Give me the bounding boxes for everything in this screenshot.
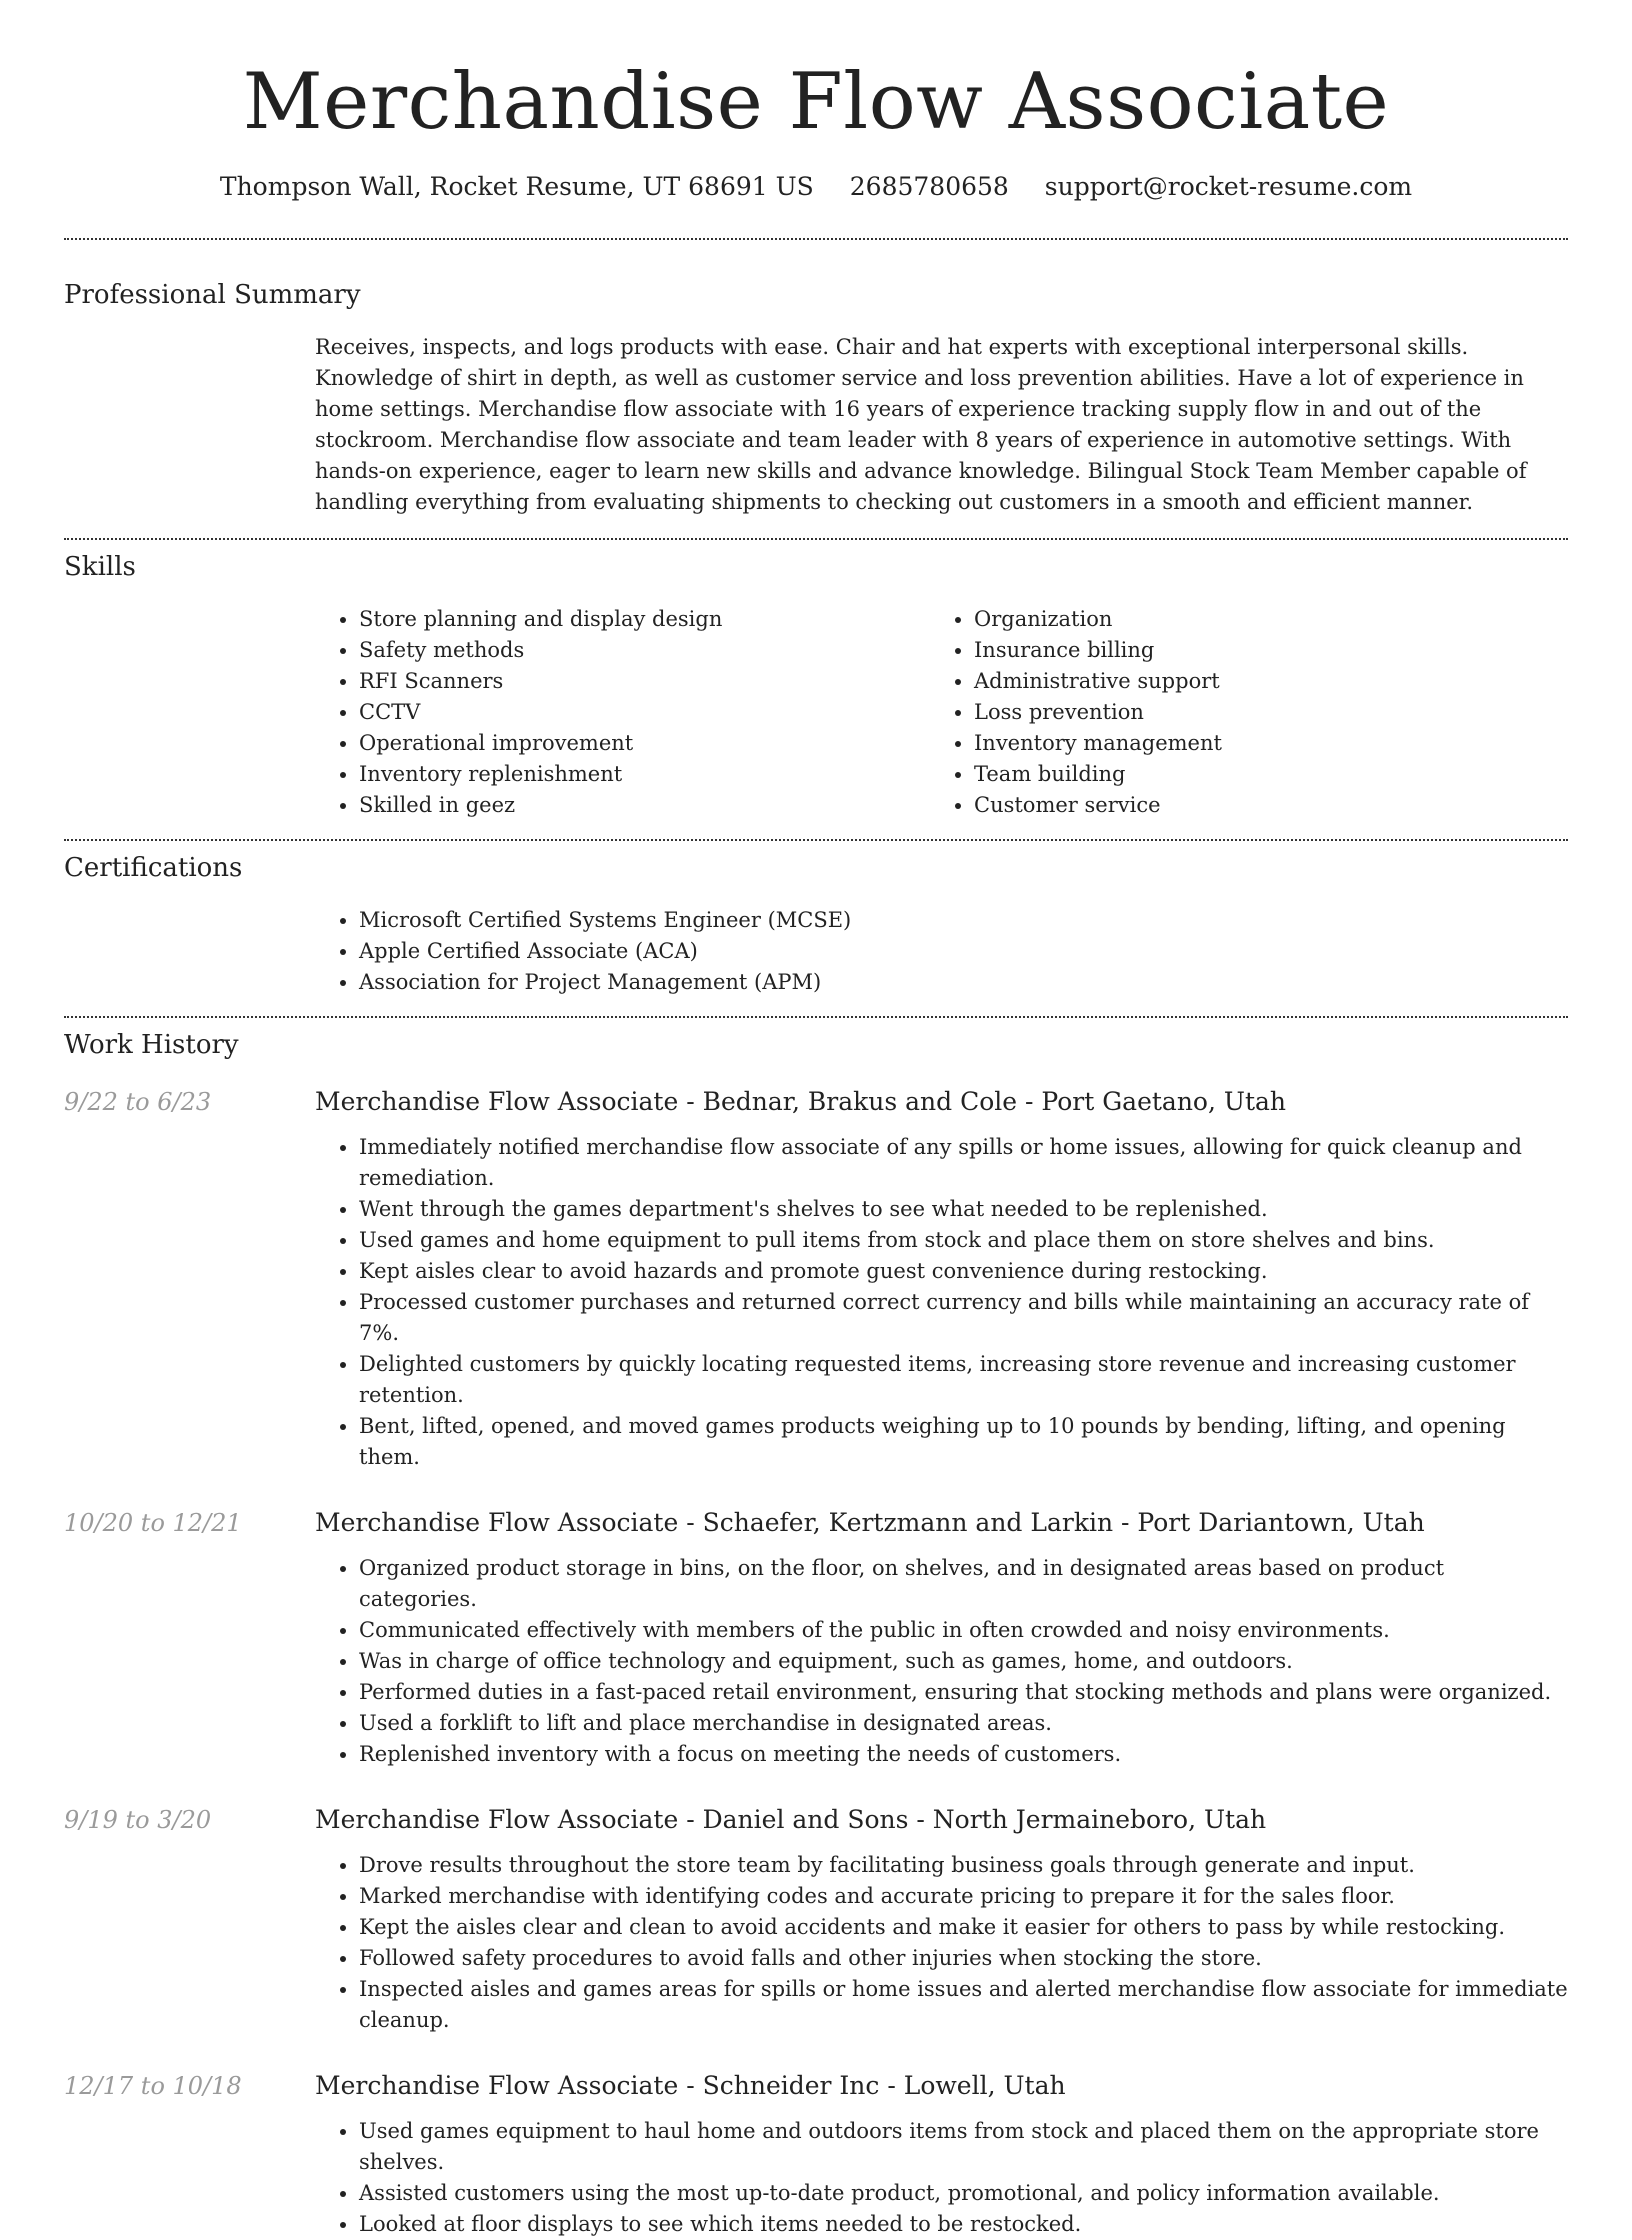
skill-item: • Customer service: [974, 790, 1545, 821]
job-bullet: • Was in charge of office technology and equipment, such as games, home, and outdoors.: [359, 1646, 1568, 1677]
job-bullet: • Organized product storage in bins, on the floor, on shelves, and in designated areas based on product categories.: [359, 1553, 1568, 1615]
skill-item: • Store planning and display design: [359, 604, 930, 635]
skills-list-right: [930, 604, 1545, 821]
contact-email: support@rocket-resume.com: [1044, 172, 1413, 201]
job-bullet: • Went through the games department's shelves to see what needed to be replenished.: [359, 1194, 1568, 1225]
job-dates: 10/20 to 12/21: [64, 1509, 242, 1537]
divider: [64, 1016, 1568, 1018]
job-bullet: • Used games equipment to haul home and outdoors items from stock and placed them on the appropriate store shelves.: [359, 2116, 1568, 2178]
job-bullet: • Inspected aisles and games areas for spills or home issues and alerted merchandise flow associate for immediate cleanup.: [359, 1974, 1568, 2036]
job-bullet-list: [315, 1553, 1568, 1770]
job-bullet: • Followed safety procedures to avoid falls and other injuries when stocking the store.: [359, 1943, 1568, 1974]
job-bullet: • Kept the aisles clear and clean to avoid accidents and make it easier for others to pass by while restocking.: [359, 1912, 1568, 1943]
skills-list-left: [315, 604, 930, 821]
contact-address: Thompson Wall, Rocket Resume, UT 68691 US: [219, 172, 814, 201]
job-dates: 12/17 to 10/18: [64, 2072, 242, 2100]
skill-item: • Skilled in geez: [359, 790, 930, 821]
skills-section: [64, 550, 1568, 821]
job-bullet: • Processed customer purchases and returned correct currency and bills while maintaining an accuracy rate of 7%.: [359, 1287, 1568, 1349]
job-bullet-list: [315, 1132, 1568, 1473]
job-heading: Merchandise Flow Associate - Schaefer, Kertzmann and Larkin - Port Dariantown, Utah: [315, 1508, 1425, 1537]
resume-page: [64, 0, 1568, 2240]
certification-item: • Apple Certified Associate (ACA): [359, 936, 1568, 967]
job-entry: [64, 1086, 1568, 1473]
certification-item: • Association for Project Management (APM): [359, 967, 1568, 998]
certifications-content: [315, 905, 1568, 998]
skill-item: • Operational improvement: [359, 728, 930, 759]
work-history-section: [64, 1028, 1568, 2240]
job-heading: Merchandise Flow Associate - Schneider Inc - Lowell, Utah: [315, 2071, 1066, 2100]
contact-line: [64, 170, 1568, 204]
job-bullet: • Used a forklift to lift and place merchandise in designated areas.: [359, 1708, 1568, 1739]
job-bullet-list: [315, 1850, 1568, 2036]
job-bullet: • Assisted customers using the most up-to-date product, promotional, and policy information available.: [359, 2178, 1568, 2209]
certifications-heading: Certifications: [64, 853, 243, 883]
job-bullet-list: [315, 2116, 1568, 2240]
skill-item: • RFI Scanners: [359, 666, 930, 697]
job-heading: Merchandise Flow Associate - Daniel and Sons - North Jermaineboro, Utah: [315, 1805, 1267, 1834]
job-bullet: • Performed duties in a fast-paced retail environment, ensuring that stocking methods and plans were organized.: [359, 1677, 1568, 1708]
job-heading: Merchandise Flow Associate - Bednar, Brakus and Cole - Port Gaetano, Utah: [315, 1087, 1286, 1116]
skill-item: • Inventory replenishment: [359, 759, 930, 790]
divider: [64, 839, 1568, 841]
resume-title: Merchandise Flow Associate: [242, 57, 1390, 147]
job-dates: 9/22 to 6/23: [64, 1088, 212, 1116]
job-bullet: • Marked merchandise with identifying codes and accurate pricing to prepare it for the sales floor.: [359, 1881, 1568, 1912]
job-bullet: • Replenished inventory with a focus on meeting the needs of customers.: [359, 1739, 1568, 1770]
job-bullet: • Looked at floor displays to see which items needed to be restocked.: [359, 2209, 1568, 2240]
job-bullet: • Kept aisles clear to avoid hazards and promote guest convenience during restocking.: [359, 1256, 1568, 1287]
divider: [64, 538, 1568, 540]
job-entry: [64, 1507, 1568, 1770]
job-bullet: • Communicated effectively with members of the public in often crowded and noisy environments.: [359, 1615, 1568, 1646]
certifications-list: [315, 905, 1568, 998]
skill-item: • Organization: [974, 604, 1545, 635]
job-dates: 9/19 to 3/20: [64, 1806, 212, 1834]
skill-item: • Team building: [974, 759, 1545, 790]
summary-heading: Professional Summary: [64, 280, 361, 310]
job-bullet: • Delighted customers by quickly locating requested items, increasing store revenue and increasing customer retention.: [359, 1349, 1568, 1411]
job-bullet: • Used games and home equipment to pull items from stock and place them on store shelves and bins.: [359, 1225, 1568, 1256]
certification-item: • Microsoft Certified Systems Engineer (MCSE): [359, 905, 1568, 936]
certifications-section: [64, 851, 1568, 998]
summary-section: [64, 278, 1568, 518]
skill-item: • Safety methods: [359, 635, 930, 666]
skill-item: • Insurance billing: [974, 635, 1545, 666]
skill-item: • Loss prevention: [974, 697, 1545, 728]
skill-item: • CCTV: [359, 697, 930, 728]
job-entry: [64, 2070, 1568, 2240]
job-entry: [64, 1804, 1568, 2036]
skills-columns: [315, 604, 1568, 821]
skills-heading: Skills: [64, 552, 136, 582]
work-history-heading: Work History: [64, 1030, 239, 1060]
divider: [64, 238, 1568, 240]
job-bullet: • Bent, lifted, opened, and moved games products weighing up to 10 pounds by bending, lifting, and opening them.: [359, 1411, 1568, 1473]
summary-text: Receives, inspects, and logs products with ease. Chair and hat experts with exceptional interpersonal skills. Knowledge of shirt in depth, as well as customer service and loss prevention abilities. Have a lot of experience in home settings. Merchandise flow associate with 16 years of experience tracking supply flow in and out of the stockroom. Merchandise flow associate and team leader with 8 years of experience in automotive settings. With hands-on experience, eager to learn new skills and advance knowledge. Bilingual Stock Team Member capable of handling everything from evaluating shipments to checking out customers in a smooth and efficient manner.: [315, 335, 1527, 514]
skill-item: • Inventory management: [974, 728, 1545, 759]
skill-item: • Administrative support: [974, 666, 1545, 697]
job-bullet: • Immediately notified merchandise flow associate of any spills or home issues, allowing for quick cleanup and remediation.: [359, 1132, 1568, 1194]
job-bullet: • Drove results throughout the store team by facilitating business goals through generate and input.: [359, 1850, 1568, 1881]
contact-phone: 2685780658: [849, 172, 1009, 201]
